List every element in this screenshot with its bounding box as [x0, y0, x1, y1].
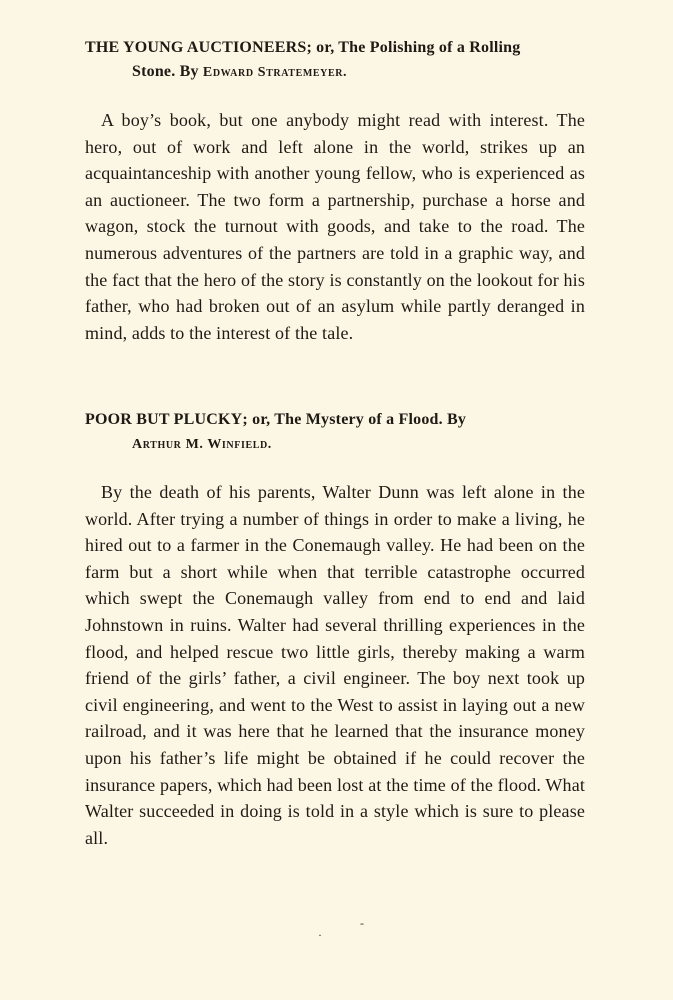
book-subtitle: ; or, The Polishing of a Rolling [306, 39, 521, 56]
book-entry-young-auctioneers [85, 36, 585, 346]
book-title: POOR BUT PLUCKY [85, 411, 243, 428]
book-description: A boy’s book, but one anybody might read with interest. The hero, out of work and left alone in the world, strikes up an acquaintanceship with another young fellow, who is experienced as an auctioneer. The two form a partnership, purchase a horse and wagon, stock the turnout with goods, and take to the road. The numerous adventures of the partners are told in a graphic way, and the fact that the hero of the story is constantly on the lookout for his father, who had broken out of an asylum while partly deranged in mind, adds to the interest of the tale. [85, 110, 585, 343]
print-smudge: · [318, 928, 322, 942]
book-subtitle-end: Stone. [132, 63, 176, 80]
by-label: By [447, 411, 467, 428]
book-subtitle: ; or, The Mystery of a Flood. [242, 411, 443, 428]
book-author: Edward Stratemeyer. [202, 65, 348, 80]
entry-heading [85, 36, 585, 85]
book-title: THE YOUNG AUCTIONEERS [85, 39, 307, 56]
heading-line-2 [85, 432, 585, 457]
book-description: By the death of his parents, Walter Dunn was left alone in the world. After trying a number of things in order to make a living, he hired out to a farmer in the Conemaugh valley. He had been on the farm but a short while when that terrible catastrophe occurred which swept the Conemaugh valley from end to end and laid Johnstown in ruins. Walter had several thrilling experiences in the flood, and helped rescue two little girls, thereby making a warm friend of the girls’ father, a civil engineer. The boy next took up civil engineering, and went to the West to assist in laying out a new railroad, and it was here that he learned that the insurance money upon his father’s life might be obtained if he could recover the insurance papers, which had been lost at the time of the flood. What Walter succeeded in doing is told in a style which is sure to please all. [85, 482, 585, 848]
book-entry-poor-but-plucky [85, 408, 585, 851]
heading-line-2 [85, 60, 585, 85]
book-author: Arthur M. Winfield. [132, 437, 272, 452]
by-label: By [179, 63, 199, 80]
entry-heading [85, 408, 585, 457]
print-smudge: - [360, 916, 364, 930]
